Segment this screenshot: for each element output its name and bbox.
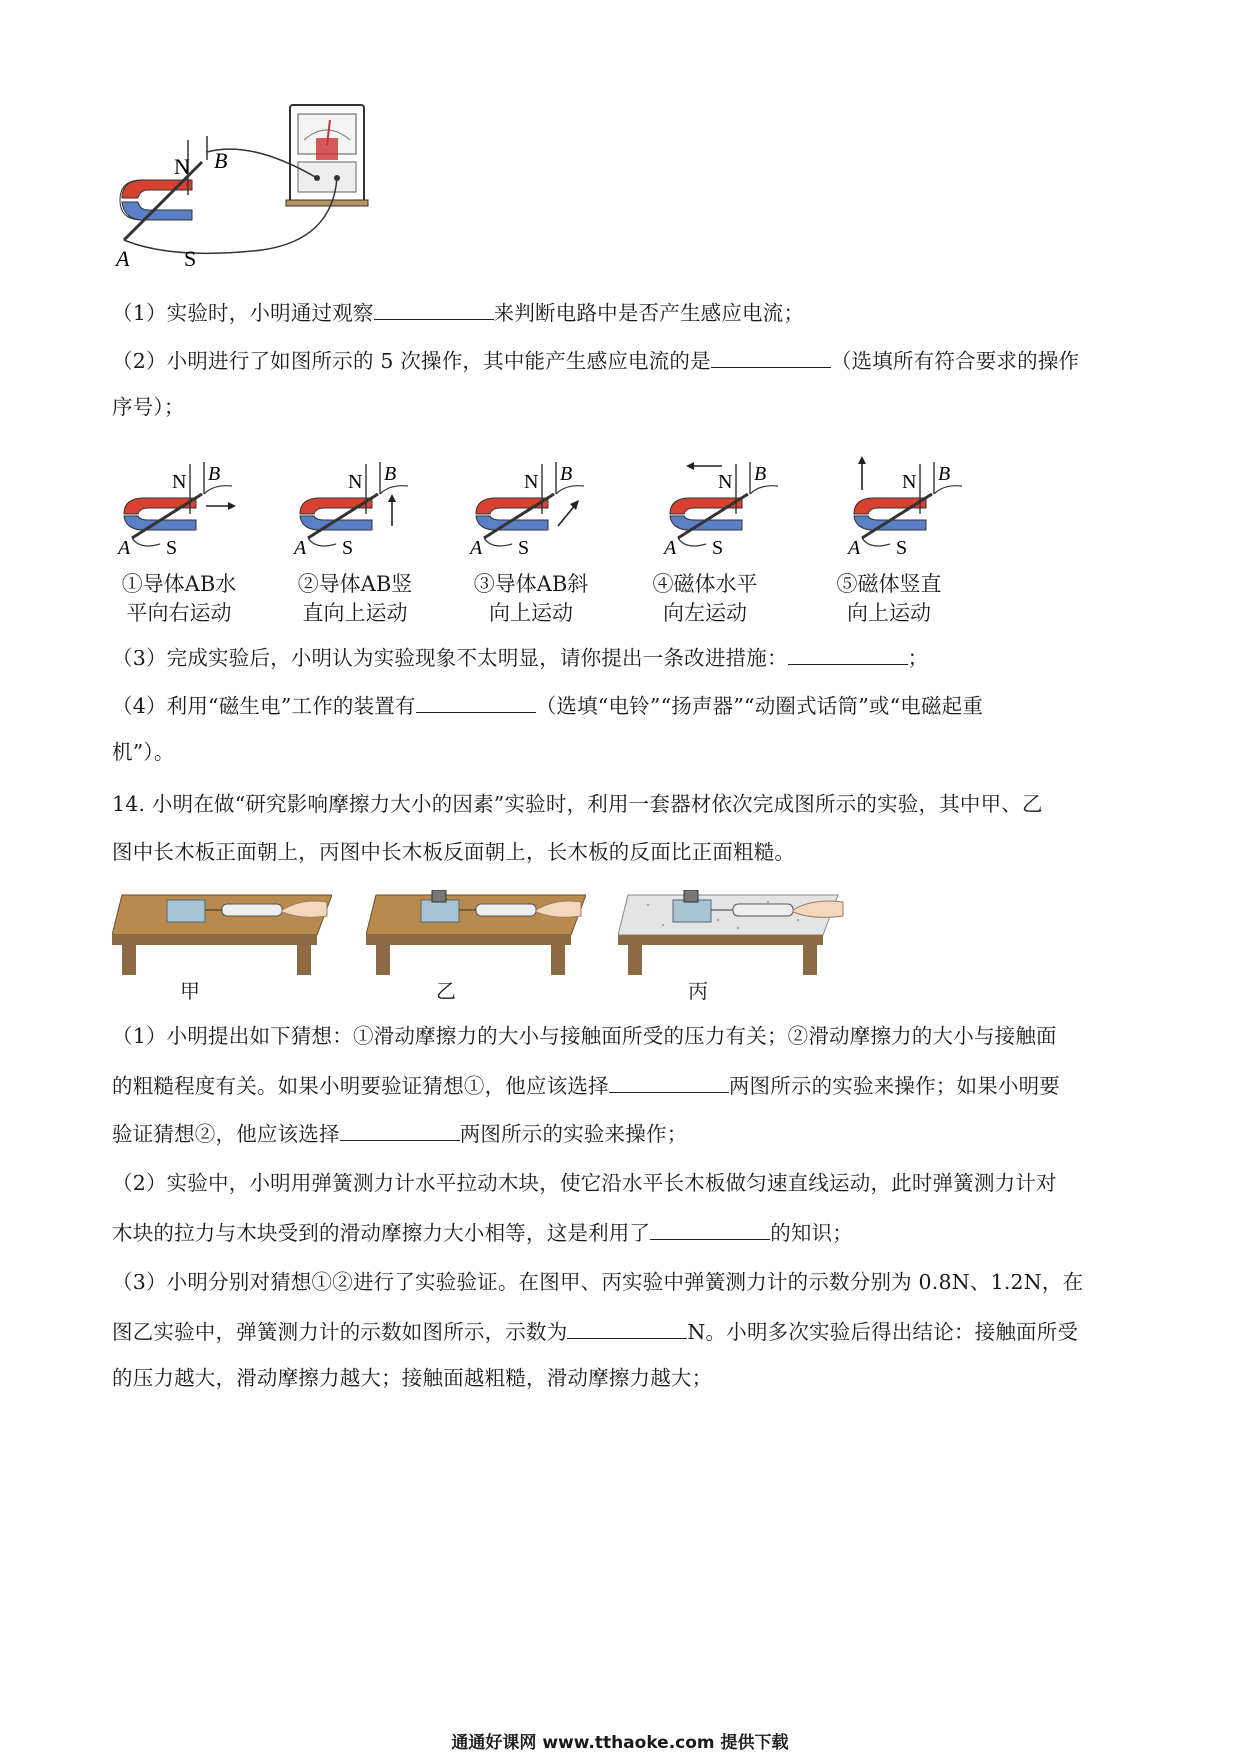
- friction-setup-yi: [366, 890, 586, 975]
- operation-caption-line2: 向上运动: [489, 601, 573, 625]
- pole-n-label: N: [172, 471, 187, 493]
- figure-label-jia: 甲: [180, 979, 200, 1003]
- answer-blank[interactable]: [416, 690, 536, 713]
- end-b-label: B: [560, 463, 573, 485]
- end-a-label: A: [294, 537, 307, 558]
- q14-part3-line1: （3）小明分别对猜想①②进行了实验验证。在图甲、丙实验中弹簧测力计的示数分别为 0.8N、1.2N，在: [112, 1270, 1084, 1294]
- figure-label-yi: 乙: [436, 979, 456, 1003]
- q14-part1-line2: 的粗糙程度有关。如果小明要验证猜想①，他应该选择 两图所示的实验来操作；如果小明要: [112, 1070, 1060, 1100]
- q14-part3-line2: 图乙实验中，弹簧测力计的示数如图所示，示数为 N。小明多次实验后得出结论：接触面所受: [112, 1316, 1078, 1346]
- q14-part3-line3: 的压力越大，滑动摩擦力越大；接触面越粗糙，滑动摩擦力越大；: [112, 1366, 713, 1390]
- pole-s-label: S: [342, 537, 354, 558]
- end-a-label: A: [664, 537, 677, 558]
- pole-s-label: S: [896, 537, 908, 558]
- answer-blank[interactable]: [711, 345, 831, 368]
- pole-n-label: N: [348, 471, 363, 493]
- q13-part1: （1）实验时，小明通过观察 来判断电路中是否产生感应电流；: [112, 297, 804, 327]
- q14-part1-line1: （1）小明提出如下猜想：①滑动摩擦力的大小与接触面所受的压力有关；②滑动摩擦力的大小与接触面: [112, 1024, 1057, 1048]
- end-a-label: A: [470, 537, 483, 558]
- operation-caption-line2: 向上运动: [847, 601, 931, 625]
- pole-n-label: N: [174, 154, 190, 179]
- operation-caption-line1: ⑤磁体竖直: [836, 572, 942, 596]
- friction-setup-bing: [618, 890, 858, 975]
- q13-part3: （3）完成实验后，小明认为实验现象不太明显，请你提出一条改进措施： ；: [112, 642, 928, 672]
- page-footer: 通通好课网 www.tthaoke.com 提供下载: [451, 1733, 789, 1753]
- end-b-label: B: [754, 463, 767, 485]
- end-b-label: B: [214, 148, 228, 173]
- operation-caption-line1: ②导体AB竖: [297, 572, 413, 596]
- pole-n-label: N: [718, 471, 733, 493]
- pole-s-label: S: [184, 246, 197, 270]
- answer-blank[interactable]: [788, 642, 908, 665]
- pole-n-label: N: [524, 471, 539, 493]
- operation-caption-line2: 向左运动: [663, 601, 747, 625]
- q14-intro-line2: 图中长木板正面朝上，丙图中长木板反面朝上，长木板的反面比正面粗糙。: [112, 840, 796, 864]
- q13-part2-line2: 序号）；: [112, 395, 185, 419]
- end-a-label: A: [116, 246, 130, 270]
- operation-caption-line2: 直向上运动: [302, 601, 408, 625]
- answer-blank[interactable]: [567, 1316, 687, 1339]
- end-a-label: A: [118, 537, 131, 558]
- operation-figure-4: [640, 454, 780, 562]
- answer-blank[interactable]: [609, 1070, 729, 1093]
- q14-intro-line1: 14. 小明在做“研究影响摩擦力大小的因素”实验时，利用一套器材依次完成图所示的实验，其中甲、乙: [112, 792, 1043, 816]
- q14-part2-line2: 木块的拉力与木块受到的滑动摩擦力大小相等，这是利用了 的知识；: [112, 1217, 853, 1247]
- operation-caption-1: [104, 570, 254, 628]
- q13-part4-line2: 机”）。: [112, 740, 175, 764]
- end-a-label: A: [848, 537, 861, 558]
- friction-setup-jia: [112, 890, 332, 975]
- figure-label-bing: 丙: [688, 979, 708, 1003]
- q14-part1-line3: 验证猜想②，他应该选择 两图所示的实验来操作；: [112, 1118, 687, 1148]
- operation-caption-5: [814, 570, 964, 628]
- end-b-label: B: [938, 463, 951, 485]
- operation-figure-5: [824, 454, 964, 562]
- operation-figure-2: [290, 454, 430, 562]
- operation-caption-line1: ④磁体水平: [652, 572, 758, 596]
- answer-blank[interactable]: [340, 1118, 460, 1141]
- operation-caption-line2: 平向右运动: [126, 601, 232, 625]
- answer-blank[interactable]: [650, 1217, 770, 1240]
- operation-figure-1: [114, 454, 254, 562]
- pole-n-label: N: [902, 471, 917, 493]
- operation-caption-line1: ③导体AB斜: [473, 572, 589, 596]
- operation-caption-4: [630, 570, 780, 628]
- q14-part2-line1: （2）实验中，小明用弹簧测力计水平拉动木块，使它沿水平长木板做匀速直线运动，此时弹簧测力计对: [112, 1171, 1057, 1195]
- answer-blank[interactable]: [374, 297, 494, 320]
- operation-caption-line1: ①导体AB水: [121, 572, 237, 596]
- operation-caption-3: [456, 570, 606, 628]
- galvanometer-setup-figure: [112, 100, 372, 270]
- end-b-label: B: [208, 463, 221, 485]
- operation-figure-3: [466, 454, 606, 562]
- operation-caption-2: [280, 570, 430, 628]
- end-b-label: B: [384, 463, 397, 485]
- pole-s-label: S: [166, 537, 178, 558]
- pole-s-label: S: [712, 537, 724, 558]
- q13-part4: （4）利用“磁生电”工作的装置有 （选填“电铃”“扬声器”“动圈式话筒”或“电磁起重: [112, 690, 983, 720]
- pole-s-label: S: [518, 537, 530, 558]
- q13-part2: （2）小明进行了如图所示的 5 次操作，其中能产生感应电流的是 （选填所有符合要求的操作: [112, 345, 1079, 375]
